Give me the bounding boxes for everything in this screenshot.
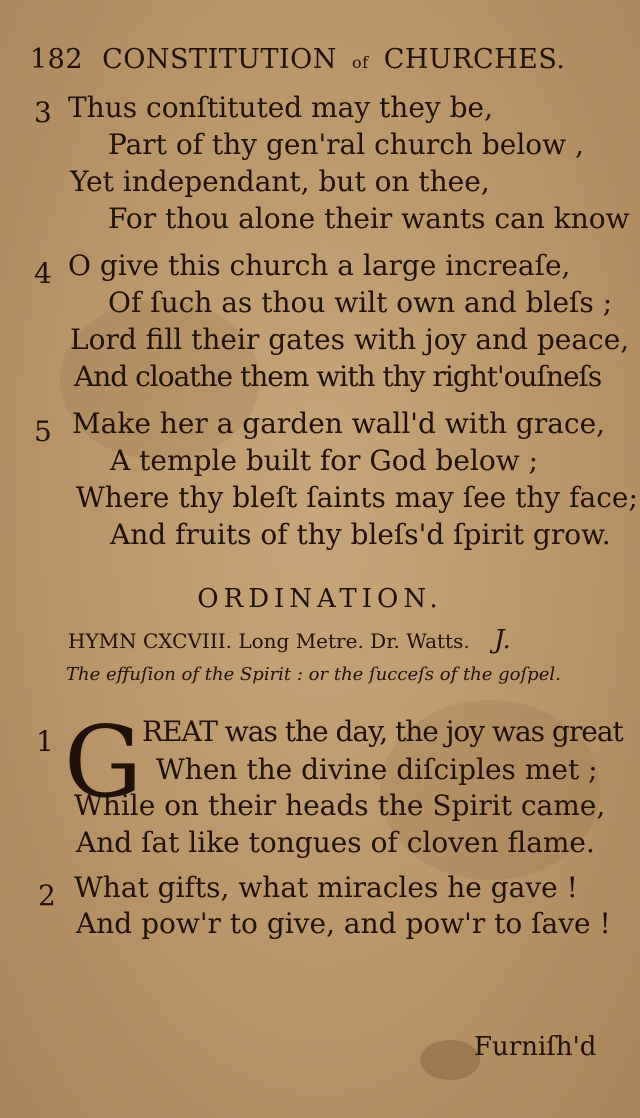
verse-line: A temple built for God below ; xyxy=(110,444,539,477)
verse-line: Thus conſtituted may they be, xyxy=(68,91,494,124)
hymn-heading xyxy=(68,625,511,655)
hymn-subtitle: The effuſion of the Spirit : or the ſucceſs of the goſpel. xyxy=(66,664,561,685)
verse-line: And cloathe them with thy right'ouſneſs xyxy=(74,360,602,393)
stanza-number: 3 xyxy=(34,96,52,129)
verse-line: And ſat like tongues of cloven flame. xyxy=(76,826,595,859)
section-title: ORDINATION. xyxy=(197,584,443,614)
page-number: 182 xyxy=(30,44,84,75)
catchword: Furniſh'd xyxy=(474,1032,597,1062)
verse-line: Of ſuch as thou wilt own and bleſs ; xyxy=(108,286,613,319)
hymn-line: HYMN CXCVIII. Long Metre. Dr. Watts. xyxy=(68,629,470,653)
verse-line: Lord fill their gates with joy and peace, xyxy=(70,323,630,356)
verse-line: For thou alone their wants can know xyxy=(108,202,630,235)
verse-line: When the divine diſciples met ; xyxy=(156,753,598,786)
stanza-number: 2 xyxy=(38,879,56,912)
drop-cap: G xyxy=(64,706,143,820)
verse-line: Part of thy gen'ral church below , xyxy=(108,128,584,161)
header-title-of: of xyxy=(352,53,369,72)
verse-line: And fruits of thy bleſs'd ſpirit grow. xyxy=(110,518,611,551)
hymn-mark: J. xyxy=(494,625,511,655)
header-title-left: CONSTITUTION xyxy=(102,44,337,75)
verse-line: And pow'r to give, and pow'r to ſave ! xyxy=(76,907,611,940)
stanza-number: 1 xyxy=(36,725,54,758)
verse-line: Yet independant, but on thee, xyxy=(70,165,490,198)
verse-line: O give this church a large increaſe, xyxy=(68,249,571,282)
paper-stain xyxy=(420,1040,480,1080)
header-title-right: CHURCHES. xyxy=(383,44,566,75)
page-header xyxy=(30,44,630,75)
stanza-number: 5 xyxy=(34,415,52,448)
verse-line: While on their heads the Spirit came, xyxy=(74,789,606,822)
stanza-number: 4 xyxy=(34,257,52,290)
verse-line: REAT was the day, the joy was great xyxy=(142,715,623,748)
verse-line: What gifts, what miracles he gave ! xyxy=(74,871,578,904)
verse-line: Make her a garden wall'd with grace, xyxy=(72,407,606,440)
verse-line: Where thy bleſt ſaints may ſee thy face; xyxy=(76,481,638,514)
